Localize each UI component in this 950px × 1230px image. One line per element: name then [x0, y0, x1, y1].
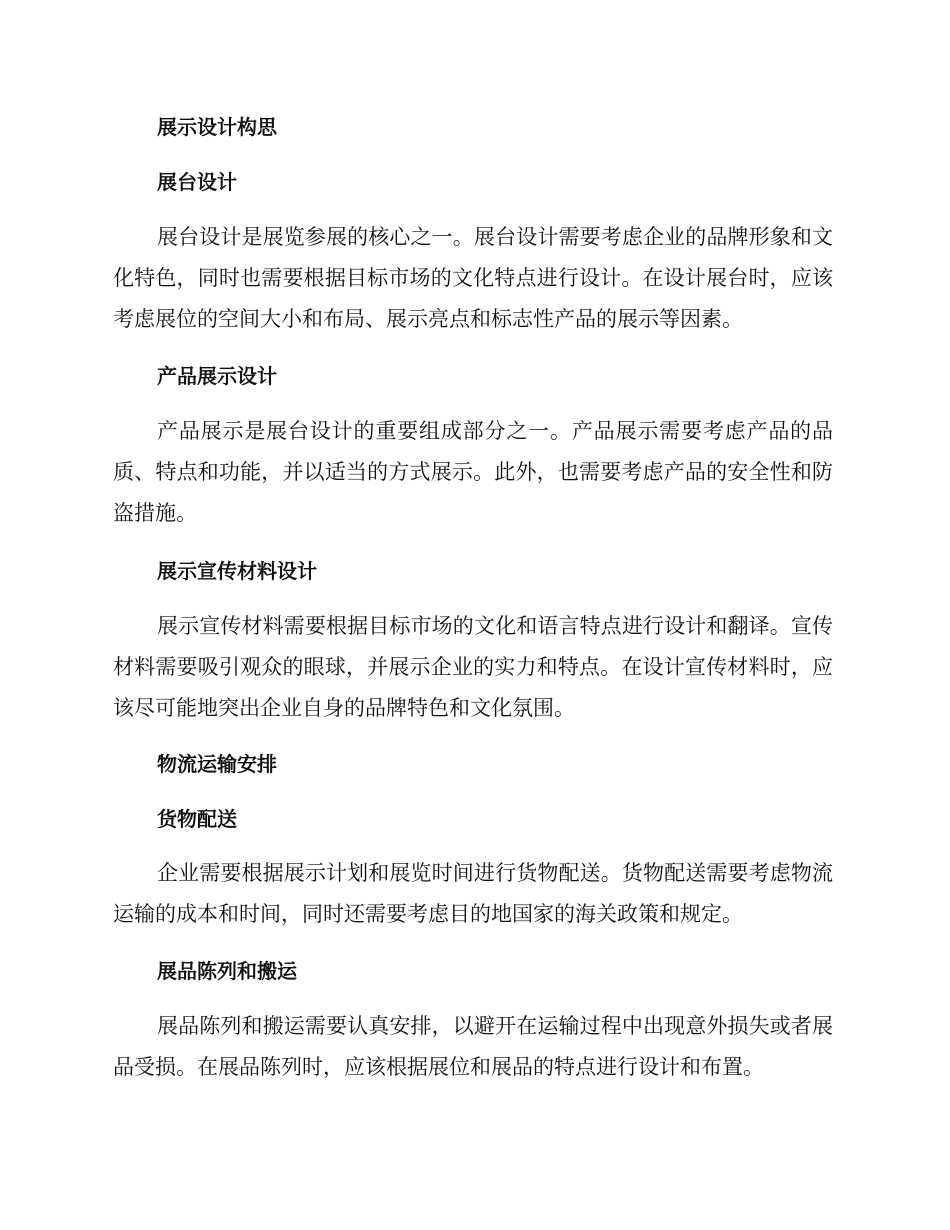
section-heading-logistics-arrangement: 物流运输安排 [157, 752, 277, 776]
paragraph-goods-delivery: 企业需要根据展示计划和展览时间进行货物配送。货物配送需要考虑物流运输的成本和时间，同时还需要考虑目的地国家的海关政策和规定。 [113, 861, 833, 926]
paragraph-exhibit-display-handling: 展品陈列和搬运需要认真安排，以避开在运输过程中出现意外损失或者展品受损。在展品陈列时，应该根据展位和展品的特点进行设计和布置。 [113, 1014, 833, 1079]
section-heading-goods-delivery: 货物配送 [157, 807, 237, 831]
section-heading-product-display-design: 产品展示设计 [157, 364, 277, 388]
paragraph-booth-design: 展台设计是展览参展的核心之一。展台设计需要考虑企业的品牌形象和文化特色，同时也需要根据目标市场的文化特点进行设计。在设计展台时，应该考虑展位的空间大小和布局、展示亮点和标志性产品的展示等因素。 [113, 225, 833, 331]
section-heading-promo-materials-design: 展示宣传材料设计 [157, 559, 317, 583]
paragraph-promo-materials-design: 展示宣传材料需要根据目标市场的文化和语言特点进行设计和翻译。宣传材料需要吸引观众的眼球，并展示企业的实力和特点。在设计宣传材料时，应该尽可能地突出企业自身的品牌特色和文化氛围。 [113, 614, 833, 720]
section-heading-exhibit-display-handling: 展品陈列和搬运 [157, 959, 297, 983]
paragraph-product-display-design: 产品展示是展台设计的重要组成部分之一。产品展示需要考虑产品的品质、特点和功能，并以适当的方式展示。此外，也需要考虑产品的安全性和防盗措施。 [113, 419, 833, 525]
section-heading-booth-design: 展台设计 [157, 170, 237, 194]
section-heading-display-design-concept: 展示设计构思 [157, 115, 277, 139]
